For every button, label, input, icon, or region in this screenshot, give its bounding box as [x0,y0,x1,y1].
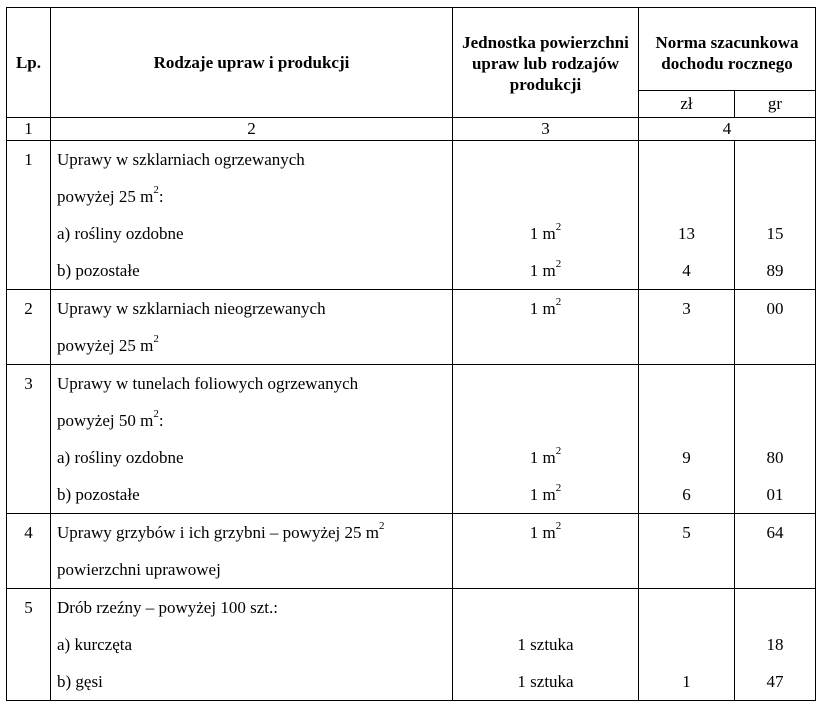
description-pre: Drób rzeźny – powyżej 100 szt.: [57,598,278,617]
description-pre: b) pozostałe [57,261,140,280]
row-gr [735,290,816,365]
description-line [57,663,452,700]
gr-value [735,178,815,215]
row-description [51,290,453,365]
gr-value: 80 [766,448,784,467]
description-line [57,365,452,402]
zl-value: 5 [682,523,691,542]
unit-line [453,402,638,439]
header-unit: Jednostka powierzchni upraw lub rodzajów produkcji [453,8,639,118]
description-pre: a) rośliny ozdobne [57,448,184,467]
unit-line [453,290,638,327]
unit-value: 1 m [529,485,556,504]
unit-line [453,439,638,476]
row-unit [453,141,639,290]
zl-value [639,178,734,215]
description-pre: powyżej 50 m [57,411,154,430]
unit-value: 1 sztuka [517,672,574,691]
gr-value: 18 [766,635,784,654]
page-bottom-edge [0,708,824,713]
gr-value [735,327,815,364]
header-gr: gr [735,91,816,118]
description-line [57,476,452,513]
table-row [7,141,816,290]
column-numbers-row [7,118,816,141]
unit-value: 1 sztuka [517,635,574,654]
table-row [7,514,816,589]
description-line [57,514,452,551]
header-row [7,8,816,91]
description-sup: 2 [378,520,385,533]
row-gr [735,141,816,290]
row-unit [453,365,639,514]
description-pre: powierzchni uprawowej [57,560,221,579]
table-body [7,8,816,701]
row-gr [735,365,816,514]
unit-line [453,252,638,289]
unit-value: 1 m [529,299,556,318]
header-zl: zł [639,91,735,118]
description-line [57,626,452,663]
unit-line [453,215,638,252]
row-lp [7,589,51,701]
description-post: : [158,411,164,430]
zl-value [639,365,734,402]
description-sup: 2 [153,408,159,421]
unit-exponent: 2 [555,258,562,271]
description-sup: 2 [153,333,159,346]
gr-value [735,551,815,588]
header-norm: Norma szacunkowa dochodu rocznego [639,8,816,91]
lp-number: 2 [24,299,33,318]
description-line [57,141,452,178]
gr-value: 01 [766,485,784,504]
gr-value: 00 [766,299,784,318]
table-row [7,365,816,514]
table-row [7,589,816,701]
unit-line [453,626,638,663]
description-line [57,252,452,289]
header-lp: Lp. [7,8,51,118]
gr-value [735,365,815,402]
row-zl [639,290,735,365]
lp-number: 5 [24,598,33,617]
row-lp [7,290,51,365]
zl-value [639,327,734,364]
description-line [57,439,452,476]
column-number: 2 [51,118,453,141]
description-pre: Uprawy grzybów i ich grzybni – powyżej 25 m [57,523,379,542]
column-number: 1 [7,118,51,141]
description-line [57,178,452,215]
zl-value: 4 [682,261,691,280]
zl-value [639,626,734,663]
unit-value: 1 m [529,448,556,467]
unit-line [453,551,638,588]
zl-value [639,141,734,178]
row-description [51,589,453,701]
zl-value: 13 [678,224,695,243]
zl-value [639,551,734,588]
zl-value: 1 [682,672,691,691]
row-lp [7,514,51,589]
row-description [51,141,453,290]
unit-line [453,476,638,513]
zl-value [639,402,734,439]
unit-line [453,178,638,215]
gr-value [735,589,815,626]
lp-number: 1 [24,150,33,169]
description-line [57,551,452,588]
unit-line [453,141,638,178]
row-lp [7,141,51,290]
header-crop-types: Rodzaje upraw i produkcji [51,8,453,118]
unit-value: 1 m [529,261,556,280]
unit-line [453,327,638,364]
income-norms-table [6,7,816,701]
unit-line [453,663,638,700]
lp-number: 4 [24,523,33,542]
description-line [57,402,452,439]
column-number: 3 [453,118,639,141]
description-post: : [158,187,164,206]
description-pre: powyżej 25 m [57,187,154,206]
row-unit [453,290,639,365]
description-pre: a) kurczęta [57,635,133,654]
unit-exponent: 2 [555,520,562,533]
description-line [57,290,452,327]
unit-exponent: 2 [555,445,562,458]
description-pre: a) rośliny ozdobne [57,224,184,243]
description-line [57,327,452,364]
gr-value: 64 [766,523,784,542]
gr-value: 15 [766,224,784,243]
row-lp [7,365,51,514]
unit-exponent: 2 [555,482,562,495]
description-pre: Uprawy w tunelach foliowych ogrzewanych [57,374,359,393]
row-gr [735,514,816,589]
description-sup: 2 [153,184,159,197]
row-zl [639,141,735,290]
description-pre: Uprawy w szklarniach nieogrzewanych [57,299,326,318]
row-unit [453,589,639,701]
zl-value: 6 [682,485,691,504]
row-zl [639,589,735,701]
row-description [51,365,453,514]
row-description [51,514,453,589]
zl-value: 3 [682,299,691,318]
column-number: 4 [639,118,816,141]
lp-number: 3 [24,374,33,393]
description-pre: b) pozostałe [57,485,140,504]
unit-line [453,365,638,402]
unit-exponent: 2 [555,296,562,309]
unit-value: 1 m [529,224,556,243]
description-line [57,589,452,626]
unit-value: 1 m [529,523,556,542]
gr-value [735,141,815,178]
gr-value: 89 [766,261,784,280]
gr-value [735,402,815,439]
unit-line [453,514,638,551]
zl-value: 9 [682,448,691,467]
gr-value: 47 [766,672,784,691]
row-unit [453,514,639,589]
zl-value [639,589,734,626]
row-zl [639,514,735,589]
description-pre: b) gęsi [57,672,103,691]
description-pre: powyżej 25 m [57,336,154,355]
unit-exponent: 2 [555,221,562,234]
row-zl [639,365,735,514]
unit-line [453,589,638,626]
table-row [7,290,816,365]
row-gr [735,589,816,701]
description-line [57,215,452,252]
description-pre: Uprawy w szklarniach ogrzewanych [57,150,305,169]
